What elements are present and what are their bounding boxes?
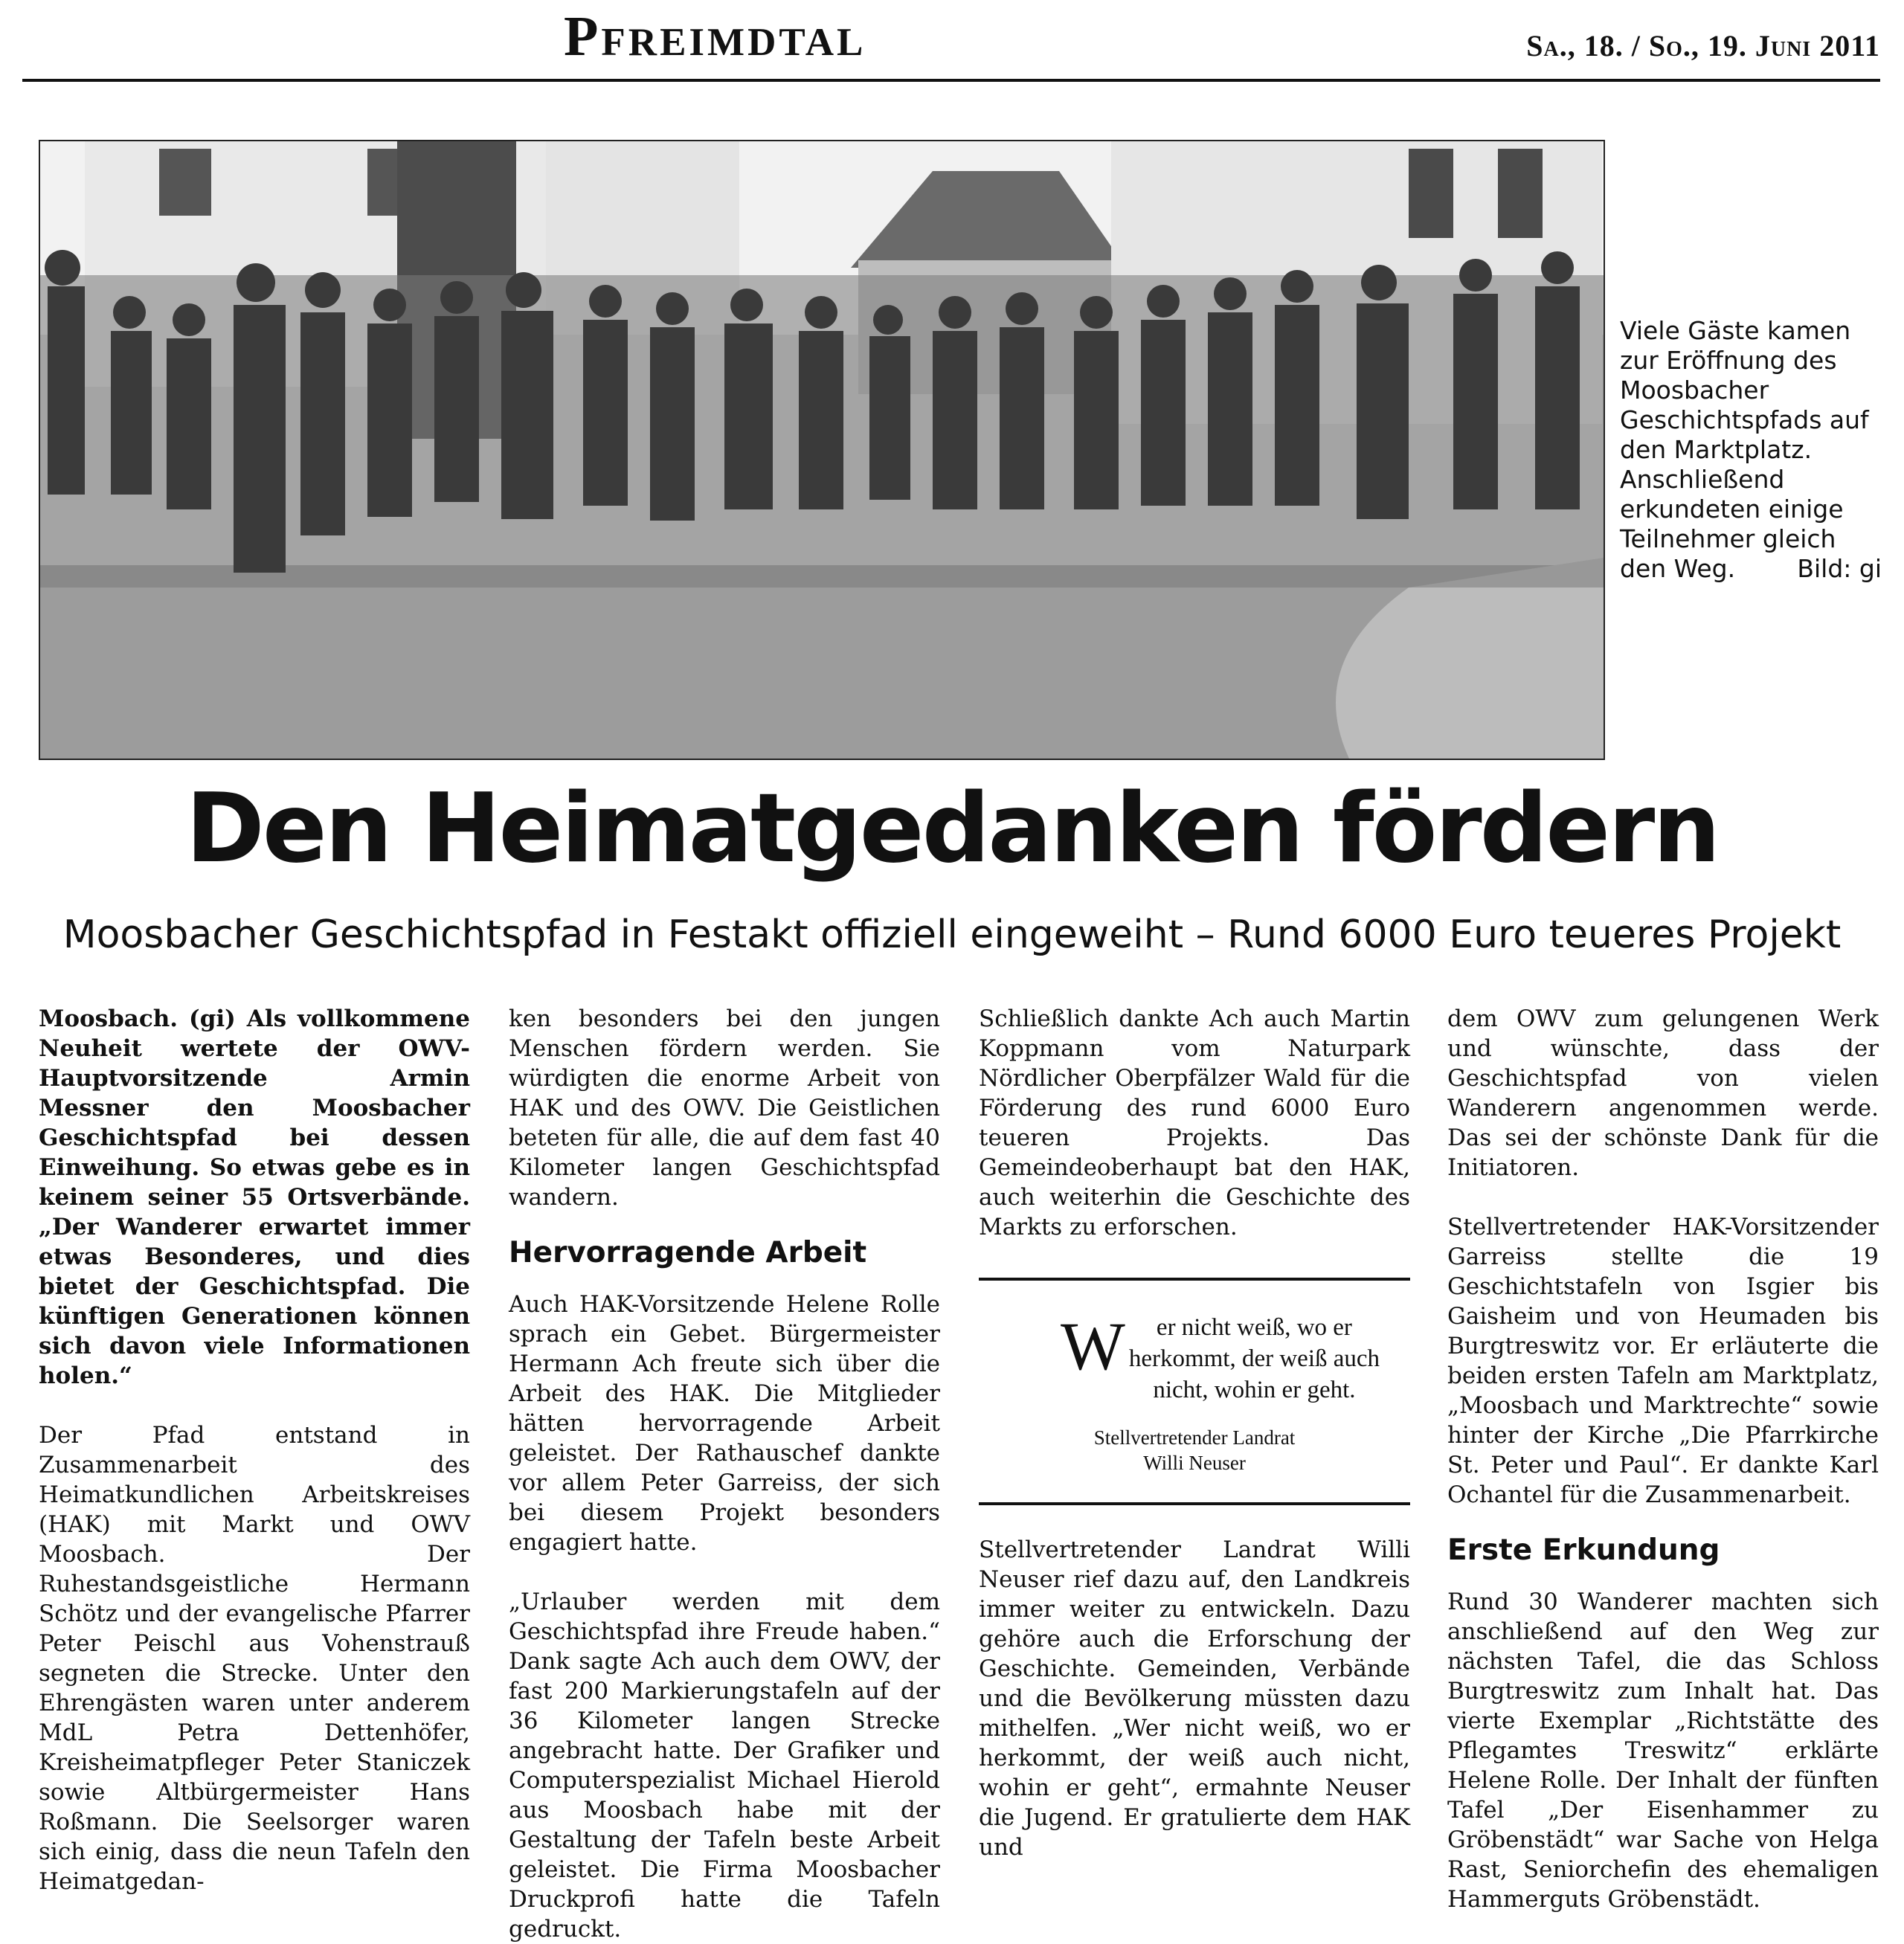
quote-author: [1009, 1425, 1380, 1475]
issue-date: Sa., 18. / So., 19. Juni 2011: [1526, 29, 1880, 62]
body-paragraph: Schließlich dankte Ach auch Martin Koppmann vom Naturpark Nördlicher Oberpfälzer Wald für die Förderung des rund 6000 Euro teueren Projekts. Das Gemeindeoberhaupt bat den HAK, auch weiterhin die Geschichte des Markts zu erforschen.: [979, 1005, 1410, 1240]
article-column-3: [979, 1004, 1410, 1862]
quote-author-name: Willi Neuser: [1143, 1452, 1246, 1474]
body-paragraph: dem OWV zum gelungenen Werk und wünschte, dass der Geschichtspfad von vielen Wanderern angenommen werde. Das sei der schönste Dank für die Initiatoren.: [1447, 1005, 1879, 1181]
quote-text: [1009, 1308, 1380, 1406]
body-paragraph: Der Pfad entstand in Zusammenarbeit des Heimatkundlichen Arbeitskreises (HAK) mit Markt und OWV Moosbach. Der Ruhestandsgeistliche Hermann Schötz und der evangelische Pfarrer Peter Peischl aus Vohenstrauß segneten die Strecke. Unter den Ehrengästen waren unter anderem MdL Petra Dettenhöfer, Kreisheimatpfleger Peter Staniczek sowie Altbürgermeister Hans Roßmann. Die Seelsorger waren sich einig, dass die neun Tafeln den Heimatgedan-: [39, 1422, 470, 1895]
quote-inner: [979, 1281, 1410, 1502]
article-column-4: [1447, 1004, 1879, 1914]
photo-caption: [1620, 316, 1882, 584]
body-paragraph: Stellvertretender Landrat Willi Neuser rief dazu auf, den Landkreis immer weiter zu entwickeln. Dazu gehöre auch die Erforschung der Geschichte. Gemeinden, Verbände und die Bevölkerung müssten dazu mithelfen. „Wer nicht weiß, wo er herkommt, der weiß auch nicht, wohin er geht“, ermahnte Neuser die Jugend. Er gratulierte dem HAK und: [979, 1536, 1410, 1861]
body-paragraph: Auch HAK-Vorsitzende Helene Rolle sprach ein Gebet. Bürgermeister Hermann Ach freute sich über die Arbeit des HAK. Die Mitglieder hätten hervorragende Arbeit geleistet. Der Rathauschef dankte vor allem Peter Garreiss, der sich bei diesem Projekt besonders engagiert hatte.: [509, 1291, 940, 1556]
quote-rule-bottom: [979, 1502, 1410, 1505]
body-paragraph: Rund 30 Wanderer machten sich anschließend auf den Weg zur nächsten Tafel, die das Schloss Burgtreswitz zum Inhalt hat. Das vierte Exemplar „Richtstätte des Pflegamtes Treswitz“ erklärte Helene Rolle. Der Inhalt der fünften Tafel „Der Eisenhammer zu Gröbenstädt“ war Sache von Helga Rast, Seniorchefin des ehemaligen Hammerguts Gröbenstädt.: [1447, 1589, 1879, 1913]
crowd-photo-illustration: [40, 141, 1604, 759]
article-column-1: [39, 1004, 470, 1896]
body-paragraph: „Urlauber werden mit dem Geschichtspfad ihre Freude haben.“ Dank sagte Ach auch dem OWV, der fast 200 Markierungstafeln auf der 36 Kilometer langen Strecke angebracht hatte. Der Grafiker und Computerspezialist Michael Hierold aus Moosbach habe mit der Gestaltung der Tafeln beste Arbeit geleistet. Die Firma Moosbacher Druckprofi hatte die Tafeln gedruckt.: [509, 1589, 940, 1943]
masthead-rule: [22, 79, 1880, 82]
section-name: Pfreimdtal: [564, 5, 866, 68]
pull-quote: [979, 1278, 1410, 1505]
body-paragraph: Stellvertretender HAK-Vorsitzender Garreiss stellte die 19 Geschichtstafeln von Isgier bis Gaisheim und von Heumaden bis Burgtreswitz vor. Er erläuterte die beiden ersten Tafeln am Marktplatz, „Moosbach und Marktrechte“ sowie hinter der Kirche „Die Pfarrkirche St. Peter und Paul“. Er dankte Karl Ochantel für die Zusammenarbeit.: [1447, 1214, 1879, 1508]
quote-body: er nicht weiß, wo er herkommt, der weiß auch nicht, wohin er geht.: [1128, 1314, 1380, 1403]
lead-paragraph: Moosbach. (gi) Als vollkommene Neuheit wertete der OWV-Hauptvorsitzende Armin Messner den Moosbacher Geschichtspfad bei dessen Einweihung. So etwas gebe es in keinem seiner 55 Ortsverbände. „Der Wanderer erwartet immer etwas Besonderes, und dies bietet der Geschichtspfad. Die künftigen Generationen können sich davon viele Informationen holen.“: [39, 1005, 470, 1389]
masthead: [22, 0, 1880, 80]
body-paragraph: ken besonders bei den jungen Menschen fördern werden. Sie würdigten die enorme Arbeit von HAK und des OWV. Die Geistlichen beteten für alle, die auf dem fast 40 Kilometer langen Geschichtspfad wandern.: [509, 1005, 940, 1211]
caption-text: Viele Gäste kamen zur Eröffnung des Moosbacher Geschichtspfads auf den Marktplatz. Anschließend erkundeten einige Teilnehmer gleich den Weg.: [1620, 316, 1869, 583]
quote-dropcap: W: [1061, 1308, 1125, 1384]
news-photo: [39, 140, 1605, 760]
headline: Den Heimatgedanken fördern: [185, 773, 1719, 884]
article-column-2: [509, 1004, 940, 1944]
quote-author-role: Stellvertretender Landrat: [1093, 1426, 1296, 1449]
subheading-hervorragende-arbeit: Hervorragende Arbeit: [509, 1236, 867, 1269]
photo-credit: Bild: gi: [1797, 554, 1882, 583]
subheadline: Moosbacher Geschichtspfad in Festakt offiziell eingeweiht – Rund 6000 Euro teueres Projekt: [62, 913, 1842, 957]
subheading-erste-erkundung: Erste Erkundung: [1447, 1533, 1720, 1567]
